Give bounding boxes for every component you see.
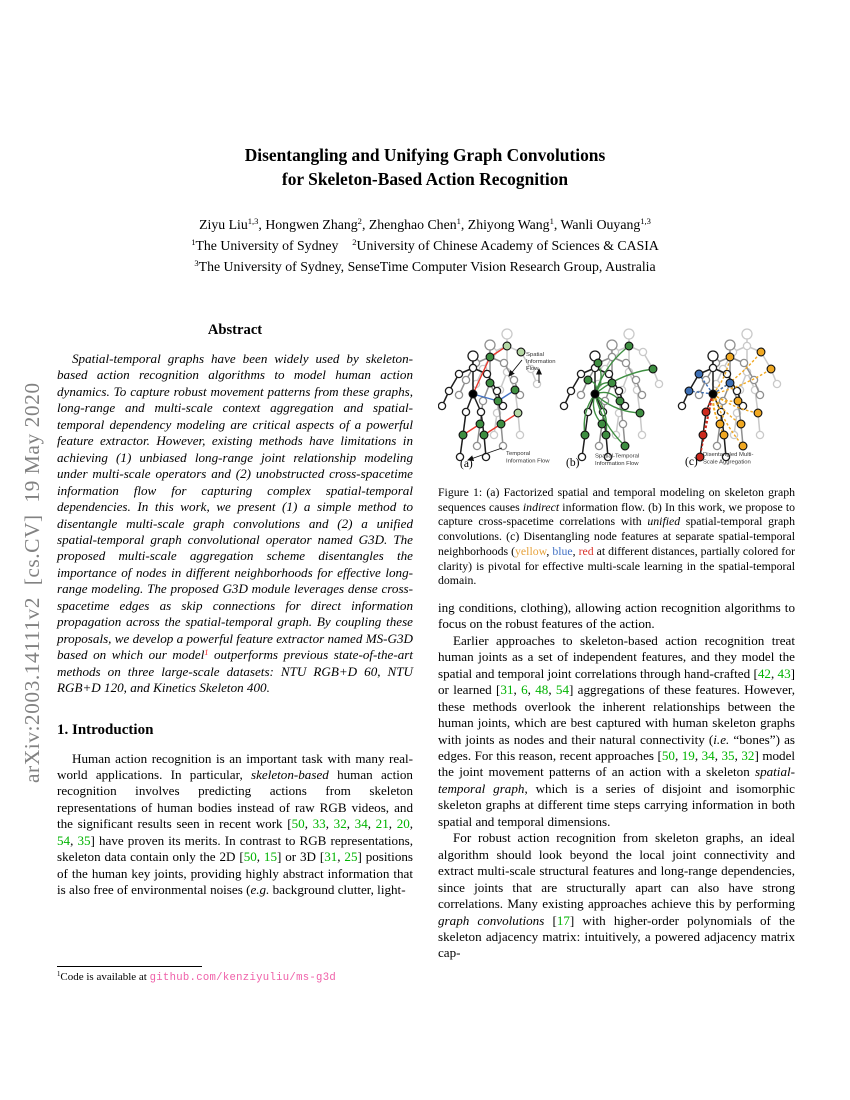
citation[interactable]: 34	[354, 816, 368, 832]
citation[interactable]: 35	[77, 832, 91, 848]
citation[interactable]: 43	[777, 665, 791, 681]
citation[interactable]: 50	[661, 748, 675, 763]
abstract-heading: Abstract	[207, 322, 263, 338]
code-link[interactable]: github.com/kenziyuliu/ms-g3d	[149, 972, 337, 984]
label-spatial-temporal-flow: Information Flow	[595, 461, 639, 467]
citation[interactable]: 17	[556, 912, 570, 928]
citation[interactable]: 35	[721, 748, 735, 763]
label-spatial-flow: Flow	[526, 366, 539, 372]
author-block	[0, 214, 850, 277]
panel-a-label: (a)	[460, 458, 473, 470]
left-column	[57, 322, 413, 899]
paper-title	[0, 143, 850, 191]
label-disentangled-aggregation: Disentangled Multi-	[703, 452, 754, 458]
citation[interactable]: 48	[535, 682, 549, 698]
footnote-rule	[57, 966, 202, 967]
citation[interactable]: 6	[521, 682, 528, 698]
panel-b-label: (b)	[566, 457, 580, 469]
citation[interactable]: 50	[243, 849, 257, 865]
citation[interactable]: 25	[344, 849, 358, 865]
intro-paragraph-3: For robust action recognition from skeleton graphs, an ideal algorithm should look beyond the local joint connectivity and extract multi-scale structural features and long-range dependencies, since joints that are structurally apart can also have strong correlations. Many existing approaches achieve this by performing graph convolutions [17] with higher-order polynomials of the skeleton adjacency matrix: intuitively, a powered adjacency matrix cap-	[438, 830, 795, 961]
introduction-heading: 1. Introduction	[57, 721, 154, 738]
label-spatial-flow: Spatial	[526, 352, 545, 358]
citation[interactable]: 54	[57, 832, 71, 848]
intro-paragraph-1: Human action recognition is an important task with many real-world applications. In particular, skeleton-based human action recognition involves predicting actions from skeleton representations of human bodies instead of raw RGB videos, and the significant results seen in recent work [50, 33, 32, 34, 21, 20, 54, 35] have proven its merits. In contrast to RGB representations, skeleton data contain only the 2D [50, 15] or 3D [31, 25] positions of the human key joints, providing highly abstract information that is also free of environmental noises (e.g. background clutter, light-	[57, 750, 414, 898]
label-disentangled-aggregation: Scale Aggregation	[703, 459, 751, 466]
citation[interactable]: 34	[701, 748, 715, 763]
citation[interactable]: 54	[555, 682, 569, 698]
footnote	[57, 966, 413, 985]
citation[interactable]: 21	[375, 816, 389, 832]
citation[interactable]: 31	[500, 682, 514, 698]
citation[interactable]: 15	[263, 849, 277, 865]
label-spatial-temporal-flow: Spatial-Temporal	[595, 453, 640, 460]
figure-1-caption: Figure 1: (a) Factorized spatial and temporal modeling on skeleton graph sequences causes indirect information flow. (b) In this work, we propose to capture cross-spacetime correlations with unified spatial-temporal graph convolutions. (c) Disentangling node features at separate spatial-temporal neighborhoods (yellow, blue, red at different distances, partially colored for clarity) is pivotal for effective multi-scale learning in the spatial-temporal domain.	[438, 485, 796, 588]
citation[interactable]: 19	[681, 748, 695, 763]
abstract-text: Spatial-temporal graphs have been widely used by skeleton-based action recognition algorithms to model human action dynamics. To capture robust movement patterns from these graphs, long-range and multi-scale context aggregation and spatial-temporal dependency modeling are critical aspects of a powerful feature extractor. However, existing methods have limitations in achieving (1) unbiased long-range joint relationship modeling under multi-scale operators and (2) unobstructed cross-spacetime information flow for capturing complex spatial-temporal dependencies. In this work, we present (1) a simple method to disentangle multi-scale graph convolutions and (2) a unified spatial-temporal graph convolutional operator named G3D. The proposed multi-scale aggregation scheme disentangles the importance of nodes in different neighborhoods for effective long-range modeling. The proposed G3D module leverages dense cross-spacetime edges as skip connections for direct information propagation across the spatial-temporal graph. By coupling these proposals, we develop a powerful feature extractor named MS-G3D based on which our model$^1$ outperforms previous state-of-the-art methods on three large-scale datasets: NTU RGB+D 60, NTU RGB+D 120, and Kinetics Skeleton 400.	[57, 351, 414, 696]
citation[interactable]: 20	[396, 816, 410, 832]
intro-paragraph-1-continued: ing conditions, clothing), allowing action recognition algorithms to focus on the robust features of the action.	[438, 599, 795, 632]
citation[interactable]: 31	[324, 849, 338, 865]
title-line-1: Disentangling and Unifying Graph Convolutions	[244, 145, 606, 165]
authors-line: Ziyu Liu$^{1,3}$, Hongwen Zhang$^2$, Zhenghao Chen$^1$, Zhiyong Wang$^1$, Wanli Ouyang$^{1,3}$	[199, 216, 651, 232]
citation[interactable]: 32	[741, 748, 755, 763]
footnote-text: $^1$Code is available at github.com/kenziyuliu/ms-g3d	[57, 971, 337, 984]
intro-paragraph-2: Earlier approaches to skeleton-based action recognition treat human joints as a set of independent features, and they model the spatial and temporal joint correlations through hand-crafted [42, 43] or learned [31, 6, 48, 54] aggregations of these features. However, these methods overlook the inherent relationships between the human joints, which are best captured with human skeleton graphs with joints as nodes and their natural connectivity (i.e. “bones”) as edges. For this reason, recent approaches [50, 19, 34, 35, 32] model the joint movement patterns of an action with a skeleton spatial-temporal graph, which is a series of disjoint and isomorphic skeleton graphs at different time steps carrying information in both spatial and temporal dimensions.	[438, 632, 796, 829]
right-column	[438, 320, 795, 962]
label-temporal-flow: Information Flow	[506, 458, 550, 465]
affiliation-line-1: $^1$The University of Sydney $^2$University of Chinese Academy of Sciences & CASIA	[191, 237, 659, 253]
label-temporal-flow: Temporal	[506, 451, 531, 457]
figure-1-skeleton-diagram	[438, 320, 795, 478]
footnote-ref[interactable]: 1	[204, 647, 209, 657]
label-spatial-flow: Information	[526, 359, 556, 365]
arxiv-sidebar-label: arXiv:2003.14111v2 [cs.CV] 19 May 2020	[20, 382, 44, 783]
title-line-2: for Skeleton-Based Action Recognition	[281, 169, 569, 189]
affiliation-line-2: $^3$The University of Sydney, SenseTime Computer Vision Research Group, Australia	[194, 258, 656, 274]
citation[interactable]: 32	[333, 816, 347, 832]
panel-c-label: (c)	[685, 456, 698, 468]
citation[interactable]: 42	[757, 665, 771, 681]
citation[interactable]: 33	[312, 816, 326, 832]
citation[interactable]: 50	[291, 816, 305, 832]
